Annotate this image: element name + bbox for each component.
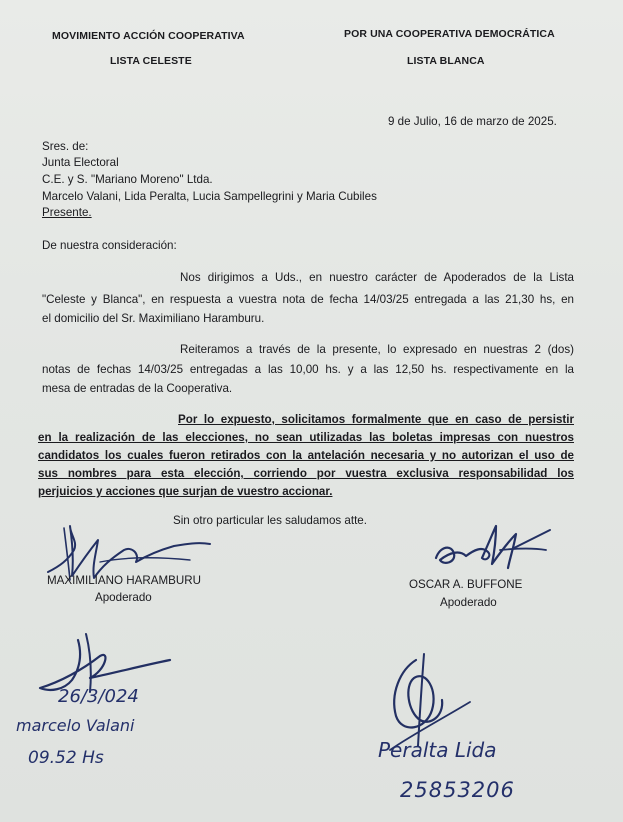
header-right-list: LISTA BLANCA <box>407 55 485 67</box>
left-receipt-name: marcelo Valani <box>16 716 135 735</box>
date-line: 9 de Julio, 16 de marzo de 2025. <box>388 115 557 128</box>
recipient-line-2: Junta Electoral <box>42 156 119 169</box>
recipient-line-1: Sres. de: <box>42 140 89 153</box>
recipient-line-3: C.E. y S. "Mariano Moreno" Ltda. <box>42 173 213 186</box>
recipient-line-5: Presente. <box>42 206 92 219</box>
paragraph-2-line-1: Reiteramos a través de la presente, lo expresado en nuestras 2 (dos) <box>180 343 574 356</box>
left-receipt-time: 09.52 Hs <box>28 748 104 768</box>
right-signature <box>430 520 560 580</box>
paragraph-3-line-1: Por lo expuesto, solicitamos formalmente que en caso de persistir <box>178 413 574 426</box>
right-signer-role: Apoderado <box>440 596 497 609</box>
paragraph-3-line-3: candidatos los cuales fueron retirados con la antelación necesaria y no autorizan el uso de <box>38 449 574 462</box>
left-signer-name: MAXIMILIANO HARAMBURU <box>47 574 201 587</box>
header-right-org: POR UNA COOPERATIVA DEMOCRÁTICA <box>344 28 555 40</box>
paragraph-2-line-3: mesa de entradas de la Cooperativa. <box>42 382 233 395</box>
salutation: De nuestra consideración: <box>42 239 177 252</box>
closing: Sin otro particular les saludamos atte. <box>173 514 367 527</box>
left-receipt-date: 26/3/024 <box>58 686 139 707</box>
paragraph-1-line-1: Nos dirigimos a Uds., en nuestro carácter de Apoderados de la Lista <box>180 271 574 284</box>
paragraph-1-line-3: el domicilio del Sr. Maximiliano Haramburu. <box>42 312 265 325</box>
paragraph-3-line-2: en la realización de las elecciones, no sean utilizadas las boletas impresas con nuestros <box>38 431 574 444</box>
recipient-line-4: Marcelo Valani, Lida Peralta, Lucia Sampellegrini y Maria Cubiles <box>42 190 377 203</box>
paragraph-3-line-5: perjuicios y acciones que surjan de vuestro accionar. <box>38 485 333 498</box>
left-signer-role: Apoderado <box>95 591 152 604</box>
header-left-org: MOVIMIENTO ACCIÓN COOPERATIVA <box>52 30 245 42</box>
paragraph-1-line-2: "Celeste y Blanca", en respuesta a vuestra nota de fecha 14/03/25 entregada a las 21,30 hs, en <box>42 293 574 306</box>
paragraph-3-line-4: sus nombres para esta elección, corriendo por vuestra exclusiva responsabilidad los <box>38 467 574 480</box>
paragraph-2-line-2: notas de fechas 14/03/25 entregadas a las 10,00 hs. y a las 12,50 hs. respectivamente en la <box>42 363 574 376</box>
header-left-list: LISTA CELESTE <box>110 55 192 67</box>
right-receipt-dni: 25853206 <box>400 778 515 802</box>
right-receipt-name: Peralta Lida <box>378 738 497 762</box>
right-signer-name: OSCAR A. BUFFONE <box>409 578 523 591</box>
